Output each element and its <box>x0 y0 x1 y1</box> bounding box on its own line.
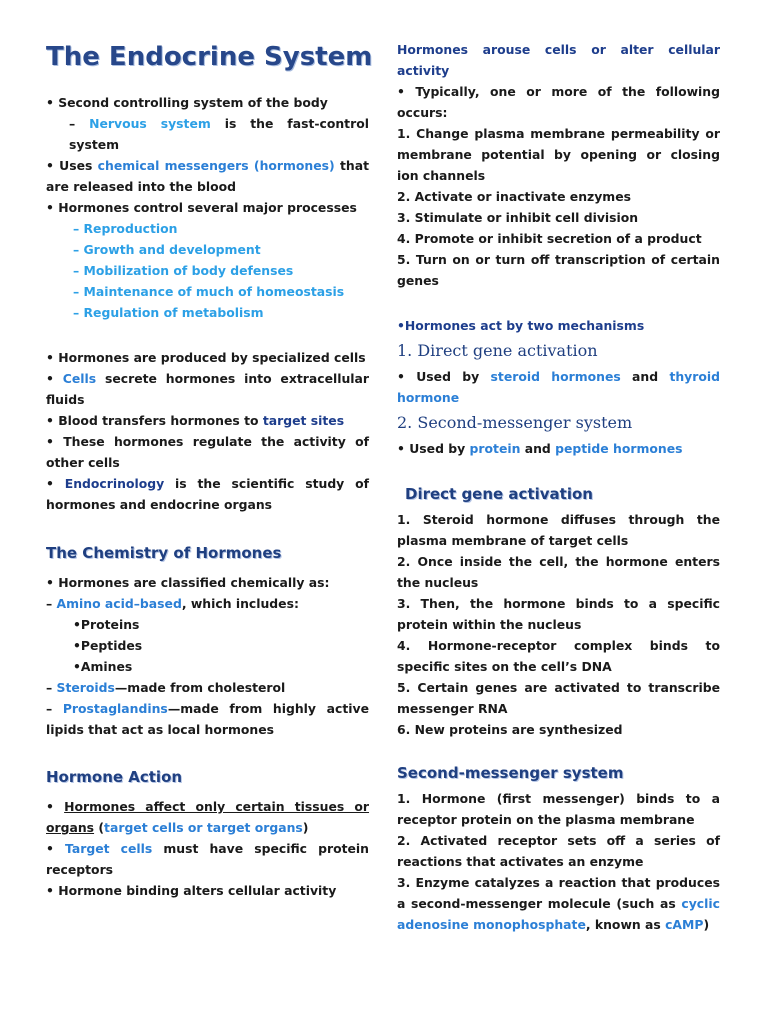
dga-step: 5. Certain genes are activated to transcribe messenger RNA <box>397 680 720 716</box>
fact-4: • These hormones regulate the activity of other cells <box>46 434 369 470</box>
mechanism-2-title: 2. Second-messenger system <box>397 413 633 432</box>
chemistry-prostaglandins: – Prostaglandins—made from highly active lipids that act as local hormones <box>46 701 369 737</box>
amino-acid-term: Amino acid–based <box>56 596 182 611</box>
peptide-hormones-term: peptide hormones <box>555 441 683 456</box>
intro-bullet-1: • Second controlling system of the body <box>46 95 328 110</box>
direct-gene-activation-steps <box>397 509 720 740</box>
mechanisms-section <box>397 315 720 459</box>
sms-step: 1. Hormone (first messenger) binds to a receptor protein on the plasma membrane <box>397 791 720 827</box>
chemistry-heading: The Chemistry of Hormones <box>46 544 282 562</box>
page-title: The Endocrine System <box>46 42 373 72</box>
effect-item: 4. Promote or inhibit secretion of a product <box>397 231 702 246</box>
steroids-term: Steroids <box>56 680 115 695</box>
cells-term: Cells <box>62 371 97 386</box>
chemistry-steroids: – Steroids—made from cholesterol <box>46 680 286 695</box>
intro-section <box>46 92 369 323</box>
mechanism-2-used: • Used by protein and peptide hormones <box>397 441 683 456</box>
chemical-messengers-term: chemical messengers (hormones) <box>97 158 335 173</box>
dga-step: 3. Then, the hormone binds to a specific protein within the nucleus <box>397 596 720 632</box>
chemistry-amino: – Amino acid–based, which includes: <box>46 596 299 611</box>
hormone-action-heading: Hormone Action <box>46 768 183 786</box>
camp-full-term: cyclic adenosine monophosphate <box>397 896 720 932</box>
arouse-heading: Hormones arouse cells or alter cellular activity <box>397 42 720 78</box>
intro-bullet-2: • Uses chemical messengers (hormones) that are released into the blood <box>46 158 369 194</box>
effect-item: 3. Stimulate or inhibit cell division <box>397 210 639 225</box>
endocrinology-term: Endocrinology <box>64 476 165 491</box>
fact-1: • Hormones are produced by specialized cells <box>46 350 366 365</box>
hormone-action-section <box>46 796 369 901</box>
steroid-hormones-term: steroid hormones <box>490 369 621 384</box>
intro-sub-bullet: – Nervous system is the fast-control system <box>69 116 369 152</box>
process-item: – Mobilization of body defenses <box>73 263 294 278</box>
process-item: – Reproduction <box>73 221 178 236</box>
action-bullet-2: • Target cells must have specific protein receptors <box>46 841 369 877</box>
sms-step: 2. Activated receptor sets off a series of reactions that activates an enzyme <box>397 833 720 869</box>
nervous-system-term: Nervous system <box>89 116 211 131</box>
fact-2: • Cells secrete hormones into extracellular fluids <box>46 371 370 407</box>
amino-sub-item: •Proteins <box>73 617 140 632</box>
action-bullet-1: • Hormones affect only certain tissues or organs (target cells or target organs) <box>46 799 370 835</box>
fact-5: • Endocrinology is the scientific study of hormones and endocrine organs <box>46 476 370 512</box>
second-messenger-steps <box>397 788 720 935</box>
process-item: – Maintenance of much of homeostasis <box>73 284 345 299</box>
effect-item: 1. Change plasma membrane permeability or membrane potential by opening or closing ion channels <box>397 126 720 183</box>
arouse-section <box>397 39 720 291</box>
target-cells-term-2: Target cells <box>65 841 153 856</box>
amino-sub-item: •Peptides <box>73 638 143 653</box>
dga-step: 4. Hormone-receptor complex binds to specific sites on the cell’s DNA <box>397 638 720 674</box>
target-sites-term: target sites <box>262 413 345 428</box>
facts-section <box>46 347 369 515</box>
typically-line: • Typically, one or more of the following occurs: <box>397 84 720 120</box>
mechanism-1-title: 1. Direct gene activation <box>397 341 598 360</box>
sms-step-3: 3. Enzyme catalyzes a reaction that produces a second-messenger molecule (such as cyclic adenosine monophosphate, known as cAMP) <box>397 875 720 932</box>
mechanisms-line: •Hormones act by two mechanisms <box>397 318 645 333</box>
thyroid-hormone-term: thyroid hormone <box>397 369 720 405</box>
camp-term: cAMP <box>665 917 704 932</box>
dga-step: 1. Steroid hormone diffuses through the plasma membrane of target cells <box>397 512 720 548</box>
amino-sub-item: •Amines <box>73 659 133 674</box>
protein-term: protein <box>469 441 521 456</box>
dga-step: 2. Once inside the cell, the hormone enters the nucleus <box>397 554 720 590</box>
chemistry-section <box>46 572 369 740</box>
chemistry-line-1: • Hormones are classified chemically as: <box>46 575 330 590</box>
fact-3: • Blood transfers hormones to target sites <box>46 413 345 428</box>
process-item: – Regulation of metabolism <box>73 305 264 320</box>
effect-item: 2. Activate or inactivate enzymes <box>397 189 631 204</box>
process-item: – Growth and development <box>73 242 261 257</box>
mechanism-1-used: • Used by steroid hormones and thyroid hormone <box>397 369 720 405</box>
target-cells-term: target cells or target organs <box>104 820 303 835</box>
dga-step: 6. New proteins are synthesized <box>397 722 623 737</box>
prostaglandins-term: Prostaglandins <box>62 701 168 716</box>
intro-bullet-3: • Hormones control several major processes <box>46 200 357 215</box>
direct-gene-activation-heading: Direct gene activation <box>405 485 593 503</box>
effect-item: 5. Turn on or turn off transcription of certain genes <box>397 252 720 288</box>
action-bullet-3: • Hormone binding alters cellular activity <box>46 883 337 898</box>
second-messenger-heading: Second-messenger system <box>397 764 624 782</box>
